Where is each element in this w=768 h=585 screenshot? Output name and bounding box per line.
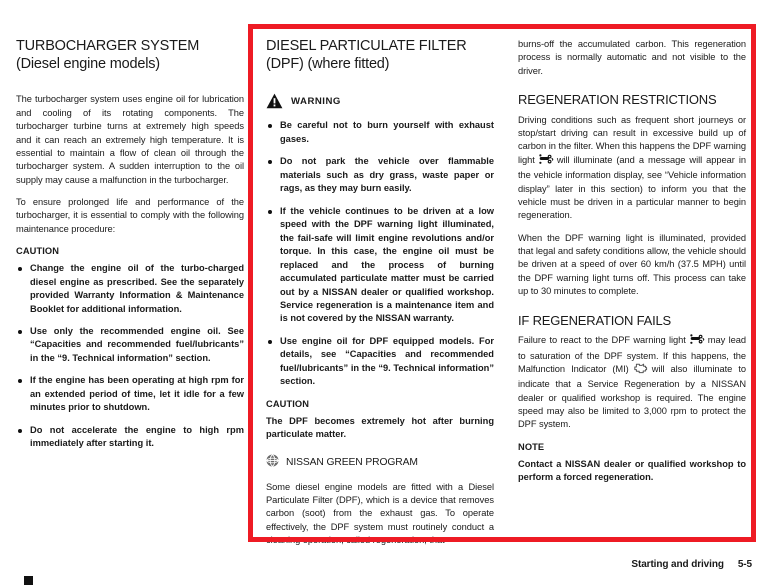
green-program-label: NISSAN GREEN PROGRAM [286, 457, 418, 469]
turbocharger-paragraph-2: To ensure prolonged life and performance of the turbocharger, it is essential to comply with the following maintenance procedure: [16, 197, 244, 234]
list-item: Use only the recommended engine oil. See “Capacities and recommended fuel/lubricants” in the “9. Technical information” section. [16, 325, 244, 365]
warning-header [266, 93, 494, 109]
page-footer [631, 559, 752, 570]
fails-paragraph [518, 334, 746, 432]
fails-text-part1: Failure to react to the DPF warning light [518, 335, 686, 346]
regeneration-restrictions-heading: REGENERATION RESTRICTIONS [518, 92, 717, 108]
green-program-header [266, 454, 494, 472]
nissan-green-program-icon [266, 454, 279, 472]
list-item: Do not accelerate the engine to high rpm immediately after starting it. [16, 424, 244, 451]
dpf-warning-light-icon [538, 154, 554, 169]
list-item: If the engine has been operating at high rpm for an extended period of time, let it idle for a few minutes prior to shutdown. [16, 374, 244, 414]
left-caution-label: CAUTION [16, 246, 60, 257]
malfunction-indicator-icon [632, 363, 649, 378]
restrictions-text-part2: will illuminate (and a message will appear in the vehicle information display, see “Vehicle information display” later in this section) to inform you that the vehicle must be driven in a particular manner to begin regeneration. [518, 154, 746, 221]
turbocharger-paragraph-1: The turbocharger system uses engine oil for lubrication and cooling of its rotating components. The turbocharger turbine turns at extremely high speeds and it can reach an extremely high temperature. It is essential to maintain a flow of clean oil through the turbocharger system. A sudden interruption to the oil supply may cause a malfunction in the turbocharger. [16, 94, 244, 185]
middle-caution-label: CAUTION [266, 398, 310, 409]
turbocharger-section-title [16, 38, 244, 73]
continued-text: burns-off the accumulated carbon. This regeneration process is normally automatic and not visible to the driver. [518, 39, 746, 76]
dpf-warning-list [266, 119, 494, 388]
dpf-section-title [266, 38, 494, 73]
restrictions-paragraph-2: When the DPF warning light is illuminated, provided that legal and safety conditions allow, the vehicle should be driven at a speed of over 60 km/h (37.5 MPH) until the DPF warning light turns off. This process can take up to 30 minutes to complete. [518, 232, 746, 297]
left-column [16, 38, 244, 460]
fails-text-part3: will also illuminate to indicate that a Service Regeneration by a NISSAN dealer or qualified workshop is required. The engine speed may also be limited to 3,000 rpm to protect the DPF system. [518, 363, 746, 430]
note-text: Contact a NISSAN dealer or qualified workshop to perform a forced regeneration. [518, 458, 746, 483]
list-item: Do not park the vehicle over flammable materials such as dry grass, waste paper or rags, as they may burn easily. [266, 155, 494, 195]
list-item: Be careful not to burn yourself with exhaust gases. [266, 119, 494, 146]
note-label: NOTE [518, 441, 545, 452]
turbocharger-title-line1: TURBOCHARGER SYSTEM [16, 38, 200, 54]
restrictions-paragraph-1 [518, 114, 746, 223]
dpf-warning-light-icon [689, 334, 705, 349]
warning-triangle-icon [266, 93, 283, 109]
left-caution-list [16, 262, 244, 451]
list-item: Change the engine oil of the turbo-charged diesel engine as prescribed. See the separately provided Warranty Information & Maintenance Booklet for additional information. [16, 262, 244, 316]
fails-text-part2: may lead to saturation of the DPF system. If this happens, the Malfunction Indicator (MI) [518, 335, 746, 374]
regeneration-fails-heading: IF REGENERATION FAILS [518, 312, 672, 328]
dpf-title-line2: (DPF) (where fitted) [266, 55, 390, 72]
corner-registration-mark [24, 576, 33, 585]
right-column [518, 38, 746, 494]
list-item: Use engine oil for DPF equipped models. For details, see “Capacities and recommended fuel/lubricants” in the “9. Technical information” section. [266, 335, 494, 389]
footer-page-number: 5-5 [737, 559, 752, 570]
middle-column [266, 38, 494, 547]
green-program-text: Some diesel engine models are fitted with a Diesel Particulate Filter (DPF), which is a device that removes carbon (soot) from the exhaust gas. To operate effectively, the DPF system must routinely conduct a cleaning operation, called regeneration, that [266, 481, 494, 546]
warning-label: WARNING [291, 95, 341, 107]
middle-caution-text: The DPF becomes extremely hot after burning particulate matter. [266, 415, 494, 440]
restrictions-text-part1: Driving conditions such as frequent short journeys or stop/start driving can result in excessive build up of carbon in the filter. When this happens the DPF warning light [518, 114, 746, 165]
footer-section-name: Starting and driving [631, 559, 724, 570]
list-item: If the vehicle continues to be driven at a low speed with the DPF warning light illuminated, the fail-safe will limit engine revolutions and/or torque. In this case, the engine oil must be replaced and the process of burning accumulated particulate matter must be carried out by a NISSAN dealer or qualified workshop. Service regeneration is a maintenance item and is not covered by the NISSAN warranty. [266, 205, 494, 326]
turbocharger-title-line2: (Diesel engine models) [16, 55, 160, 72]
dpf-title-line1: DIESEL PARTICULATE FILTER [266, 38, 467, 54]
